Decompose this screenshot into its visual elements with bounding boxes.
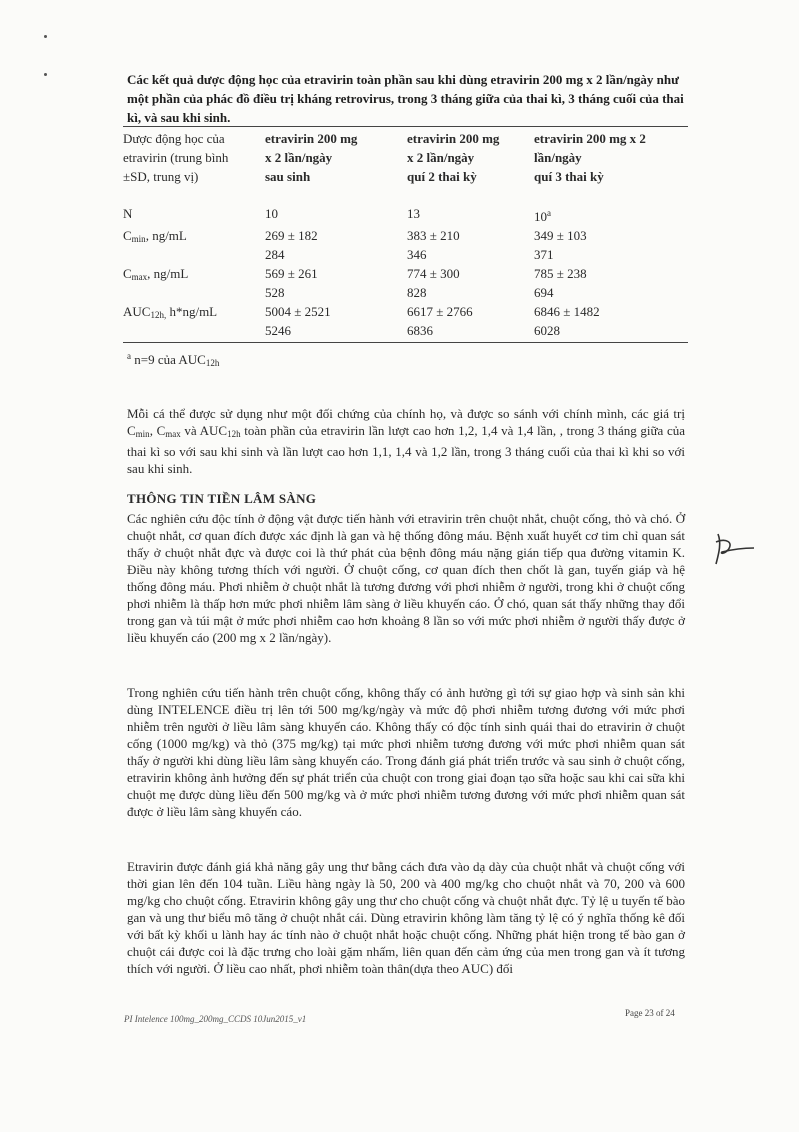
table-header-row bbox=[123, 127, 688, 187]
footer-document-id: PI Intelence 100mg_200mg_CCDS 10Jun2015_v1 bbox=[124, 1014, 307, 1024]
handwritten-initial-mark bbox=[708, 530, 758, 570]
table-footnote: $^a$ n=9 của $AUC_{12h}$ bbox=[127, 351, 220, 368]
header-third-trimester: etravirin 200 mg x 2 lần/ngày quí 3 thai kỳ bbox=[534, 127, 688, 187]
footer-page-number: Page 23 of 24 bbox=[625, 1008, 675, 1018]
comparison-paragraph: Mỗi cá thể được sử dụng như một đối chứng của chính họ, và được so sánh với chính mình, các giá trị $C_{min}$, $C_{max}$ và $AUC_{12h}$ toàn phần của etravirin lần lượt cao hơn 1,2, 1,4 và 1,4 lần, , trong 3 tháng giữa của thai kì so với sau khi sinh và lần lượt cao hơn 1,1, 1,4 và 1,2 lần, trong 3 tháng cuối của thai kì khi so với sau khi sinh. bbox=[127, 406, 686, 476]
reproduction-paragraph: Trong nghiên cứu tiến hành trên chuột cống, không thấy có ảnh hưởng gì tới sự giao hợp và sinh sản khi dùng INTELENCE điều trị lên tới 500 mg/kg/ngày và mức độ phơi nhiễm tương đương với mức phơi nhiễm trên người ở liều lâm sàng khuyến cáo. Không thấy có độc tính sinh quái thai do etravirin ở chuột cống (1000 mg/kg) và thỏ (375 mg/kg) tại mức phơi nhiễm tương đương với mức phơi nhiễm quan sát thấy ở người khi dùng liều lâm sàng khuyến cáo. Trong đánh giá phát triển trước và sau sinh ở chuột cống, etravirin không ảnh hưởng đến sự phát triển của chuột con trong giai đoạn tạo sữa hoặc sau khi cai sữa khi chuột mẹ được dùng liều đến 500 mg/kg và ở mức phơi nhiễm tương đương với mức phơi nhiễm quan sát được ở liều lâm sàng khuyến cáo. bbox=[127, 685, 685, 819]
table-row: $C_{max}$, ng/mL 569 ± 261 528 774 ± 300 828 785 ± 238 694 bbox=[123, 266, 587, 300]
scan-mark bbox=[44, 35, 47, 38]
table-row: N 10 13 10$^a$ bbox=[123, 206, 551, 224]
toxicity-paragraph: Các nghiên cứu độc tính ở động vật được tiến hành với etravirin trên chuột nhắt, chuột cống, thỏ và chó. Ở chuột nhắt, cơ quan đích được xác định là gan và hệ thống đông máu. Bệnh xuất huyết cơ tim chỉ quan sát thấy ở chuột nhắt đực và được coi là thứ phát của bệnh đông máu nặng gián tiếp qua đường vitamin K. Điều này không tương thích với người. Ở chuột cống, cơ quan đích then chốt là gan, tuyến giáp và hệ thống đông máu. Phơi nhiễm ở chuột nhắt là tương đương với phơi nhiễm ở người, trong khi ở chuột cống phơi nhiễm là thấp hơn mức phơi nhiễm lâm sàng ở liều khuyến cáo. Ở chó, quan sát thấy những thay đổi trong gan và túi mật ở mức phơi nhiễm cao hơn khoảng 8 lần so với mức phơi nhiễm ở người thấy được ở liều khuyến cáo (200 mg x 2 lần/ngày). bbox=[127, 511, 685, 645]
section-heading: THÔNG TIN TIỀN LÂM SÀNG bbox=[127, 491, 317, 506]
table-row: $AUC_{12h,}$ h*ng/mL 5004 ± 2521 5246 6617 ± 2766 6836 6846 ± 1482 6028 bbox=[123, 302, 688, 343]
carcinogenicity-paragraph: Etravirin được đánh giá khả năng gây ung thư bằng cách đưa vào dạ dày của chuột nhắt và chuột cống với thời gian lên đến 104 tuần. Liều hàng ngày là 50, 200 và 400 mg/kg cho chuột nhắt và 70, 200 và 600 mg/kg cho chuột cống. Etravirin không gây ung thư cho chuột cống và chuột nhắt đực. Tỷ lệ u tuyến tế bào gan và ung thư biểu mô tăng ở chuột nhắt cái. Dùng etravirin không làm tăng tỷ lệ có ý nghĩa thống kê đối với bất kỳ khối u lành hay ác tính nào ở chuột nhắt hoặc chuột cống. Những phát hiện trong tế bào gan ở chuột cái được coi là đặc trưng cho loài gặm nhấm, liên quan đến cảm ứng của men trong gan và ít tương thích với người. Ở liều cao nhất, phơi nhiễm toàn thân(dựa theo AUC) đối bbox=[127, 859, 685, 976]
intro-paragraph: Các kết quả dược động học của etravirin toàn phần sau khi dùng etravirin 200 mg x 2 lần/ngày như một phần của phác đồ điều trị kháng retrovirus, trong 3 tháng giữa của thai kì, 3 tháng cuối của thai kì, và sau khi sinh. bbox=[127, 72, 684, 125]
header-postpartum: etravirin 200 mg x 2 lần/ngày sau sinh bbox=[265, 127, 407, 187]
scan-mark bbox=[44, 73, 47, 76]
header-param: Dược động học của etravirin (trung bình ±SD, trung vị) bbox=[123, 127, 265, 187]
table-row: $C_{min}$, ng/mL 269 ± 182 284 383 ± 210 346 349 ± 103 371 bbox=[123, 228, 587, 262]
header-second-trimester: etravirin 200 mg x 2 lần/ngày quí 2 thai kỳ bbox=[407, 127, 534, 187]
pk-table bbox=[123, 126, 688, 343]
